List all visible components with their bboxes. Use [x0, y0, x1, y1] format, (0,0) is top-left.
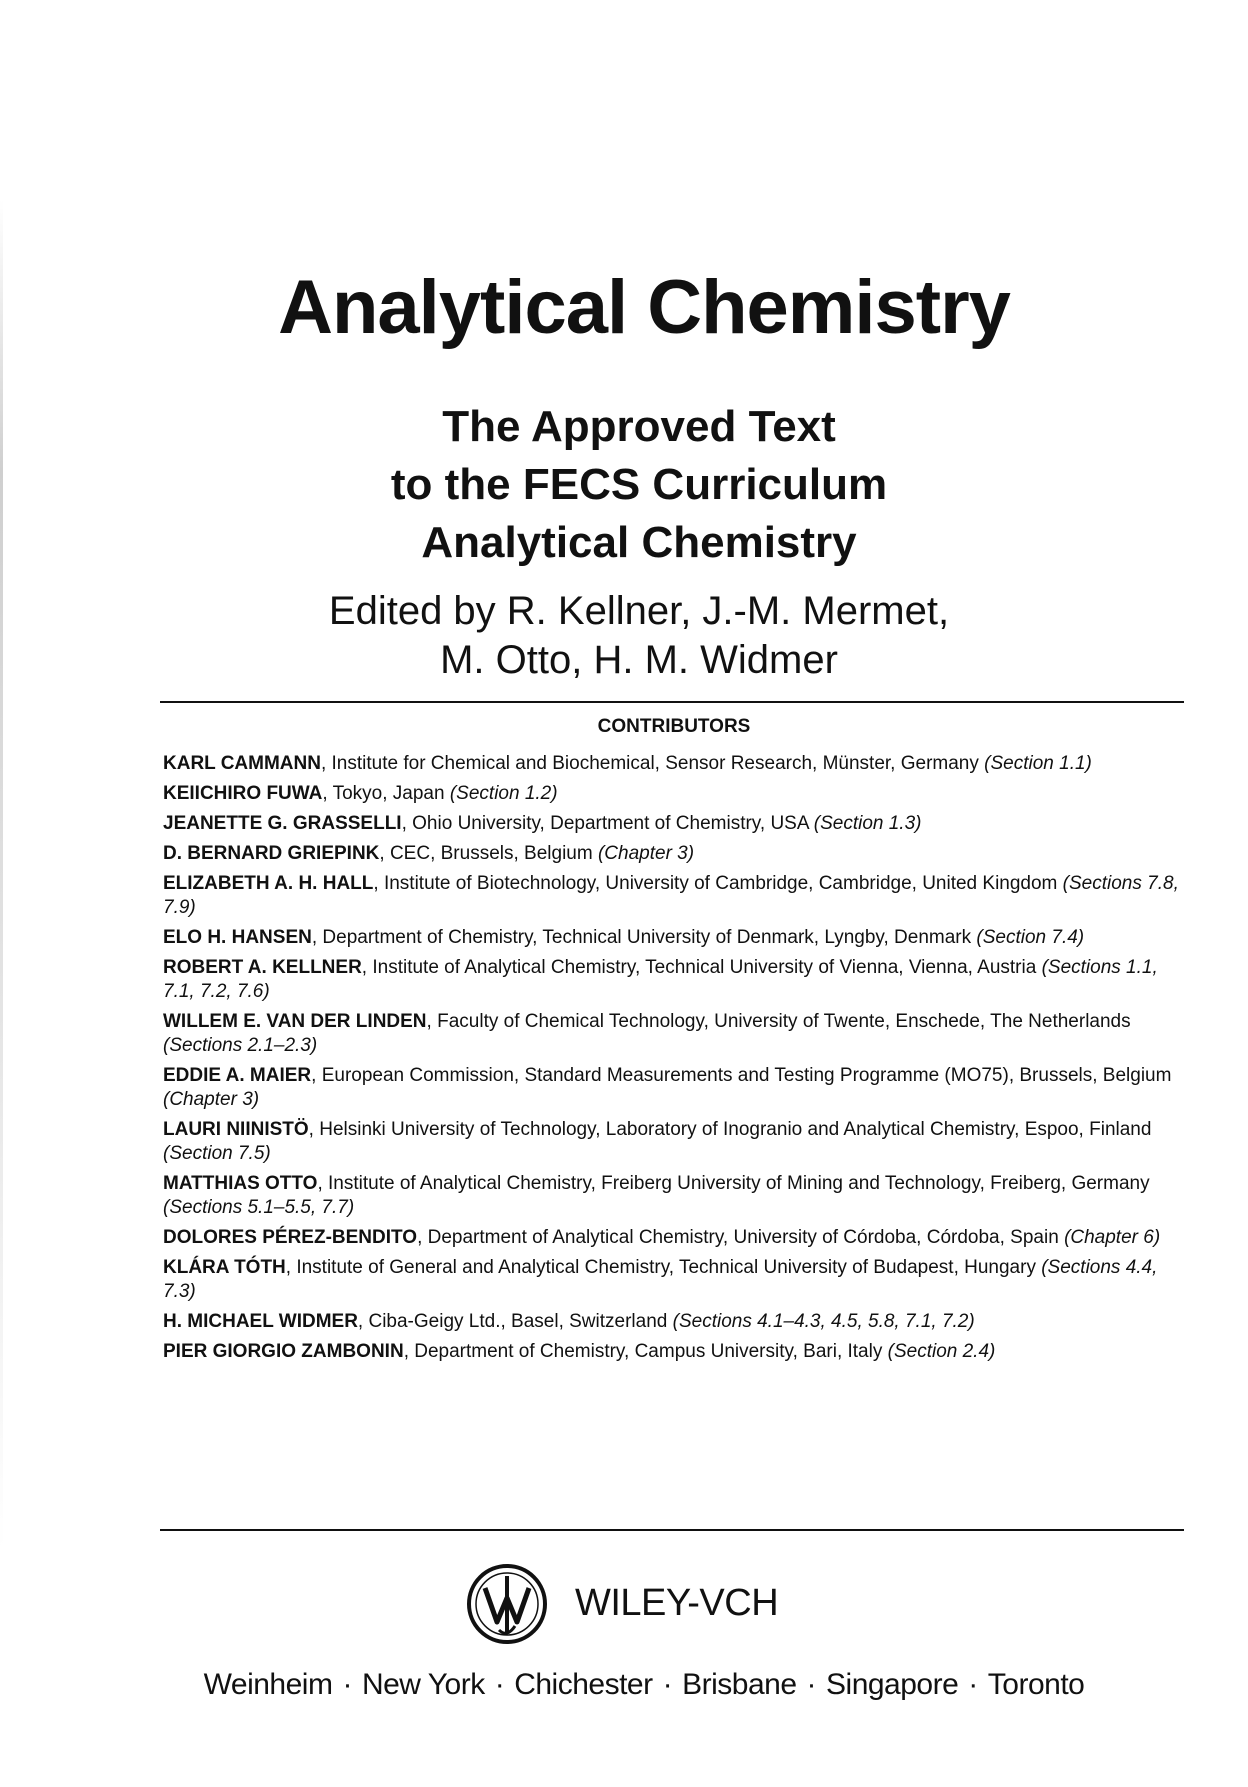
contributor-entry — [163, 1010, 1183, 1058]
contributor-name: H. MICHAEL WIDMER — [163, 1311, 358, 1332]
city-name: Toronto — [987, 1668, 1085, 1701]
contributor-section-ref: (Chapter 3) — [163, 1089, 260, 1110]
contributor-affiliation: , Institute of General and Analytical Chemistry, Technical University of Budapest, Hungary — [285, 1257, 1042, 1278]
contributor-section-ref: (Sections 4.1–4.3, 4.5, 5.8, 7.1, 7.2) — [672, 1311, 975, 1332]
city-name: Singapore — [826, 1668, 959, 1701]
publisher-block — [465, 1562, 885, 1646]
contributor-entry — [163, 956, 1183, 1004]
city-separator: · — [968, 1668, 978, 1701]
editors-line-2: M. Otto, H. M. Widmer — [440, 638, 838, 682]
city-separator: · — [342, 1668, 352, 1701]
contributor-section-ref: (Sections 7.8, 7.9) — [163, 873, 1179, 918]
contributor-name: D. BERNARD GRIEPINK — [163, 843, 380, 864]
contributor-entry — [163, 1226, 1183, 1250]
contributor-section-ref: (Section 1.1) — [984, 753, 1092, 774]
contributor-section-ref: (Section 7.5) — [163, 1143, 271, 1164]
publisher-name: WILEY-VCH — [575, 1582, 779, 1624]
contributor-affiliation: , Institute for Chemical and Biochemical, Sensor Research, Münster, Germany — [320, 753, 985, 774]
contributor-name: ELO H. HANSEN — [163, 927, 312, 948]
city-name: Weinheim — [203, 1668, 333, 1701]
contributor-affiliation: , Department of Chemistry, Campus University, Bari, Italy — [403, 1341, 888, 1362]
contributor-entry — [163, 1172, 1183, 1220]
contributor-affiliation: , Department of Analytical Chemistry, University of Córdoba, Córdoba, Spain — [417, 1227, 1065, 1248]
contributor-name: ROBERT A. KELLNER — [163, 957, 362, 978]
subtitle-line-3: Analytical Chemistry — [421, 518, 857, 567]
city-separator: · — [662, 1668, 673, 1701]
subtitle-line-2: to the FECS Curriculum — [390, 460, 888, 509]
city-name: Brisbane — [682, 1668, 797, 1701]
contributor-name: PIER GIORGIO ZAMBONIN — [163, 1341, 404, 1362]
contributor-name: MATTHIAS OTTO — [163, 1173, 318, 1194]
scan-edge-shadow — [0, 200, 3, 1550]
contributor-section-ref: (Section 1.2) — [449, 783, 558, 804]
contributor-name: LAURI NIINISTÖ — [163, 1119, 309, 1140]
contributor-entry — [163, 926, 1183, 950]
city-name: Chichester — [514, 1668, 653, 1701]
wiley-vch-logo-icon — [465, 1562, 549, 1646]
contributor-section-ref: (Section 7.4) — [976, 927, 1085, 948]
contributor-name: ELIZABETH A. H. HALL — [163, 873, 374, 894]
contributor-affiliation: , European Commission, Standard Measurements and Testing Programme (MO75), Brussels, Belgium — [311, 1065, 1172, 1086]
contributor-entry — [163, 782, 1183, 806]
contributor-name: KEIICHIRO FUWA — [163, 783, 323, 804]
contributor-name: JEANETTE G. GRASSELLI — [163, 813, 402, 834]
contributor-name: KARL CAMMANN — [163, 753, 321, 774]
contributor-section-ref: (Sections 1.1, 7.1, 7.2, 7.6) — [163, 957, 1158, 1002]
editors-line-1: Edited by R. Kellner, J.-M. Mermet, — [328, 589, 950, 633]
contributor-affiliation: , CEC, Brussels, Belgium — [379, 843, 598, 864]
contributor-affiliation: , Faculty of Chemical Technology, University of Twente, Enschede, The Netherlands — [426, 1011, 1131, 1032]
contributor-name: DOLORES PÉREZ-BENDITO — [163, 1227, 418, 1248]
contributor-section-ref: (Chapter 6) — [1064, 1227, 1161, 1248]
contributor-section-ref: (Section 2.4) — [887, 1341, 996, 1362]
subtitle-line-1: The Approved Text — [442, 402, 836, 451]
contributor-section-ref: (Chapter 3) — [597, 843, 695, 864]
book-title: Analytical Chemistry — [278, 265, 1010, 350]
contributors-list — [163, 752, 1183, 1370]
contributor-entry — [163, 1064, 1183, 1112]
contributor-entry — [163, 1310, 1183, 1334]
contributor-entry — [163, 752, 1183, 776]
contributor-affiliation: , Institute of Analytical Chemistry, Freiberg University of Mining and Technology, Freiberg, Germany — [317, 1173, 1150, 1194]
contributor-entry — [163, 872, 1183, 920]
city-separator: · — [806, 1668, 817, 1701]
contributor-affiliation: , Department of Chemistry, Technical University of Denmark, Lyngby, Denmark — [311, 927, 977, 948]
contributor-section-ref: (Sections 2.1–2.3) — [163, 1035, 318, 1056]
contributor-entry — [163, 1256, 1183, 1304]
contributors-heading: CONTRIBUTORS — [597, 716, 751, 737]
divider-top — [160, 701, 1184, 703]
contributor-affiliation: , Institute of Analytical Chemistry, Technical University of Vienna, Vienna, Austria — [361, 957, 1042, 978]
publisher-cities — [0, 1668, 1248, 1702]
contributor-entry — [163, 812, 1183, 836]
city-name: New York — [361, 1668, 485, 1701]
city-separator: · — [494, 1668, 505, 1701]
contributor-affiliation: , Ciba-Geigy Ltd., Basel, Switzerland — [357, 1311, 673, 1332]
contributor-section-ref: (Section 1.3) — [813, 813, 922, 834]
contributor-name: KLÁRA TÓTH — [163, 1257, 286, 1278]
contributor-affiliation: , Helsinki University of Technology, Laboratory of Inogranio and Analytical Chemistry, Espoo, Finland — [308, 1119, 1152, 1140]
contributor-entry — [163, 842, 1183, 866]
contributor-affiliation: , Tokyo, Japan — [322, 783, 450, 804]
contributor-affiliation: , Institute of Biotechnology, University of Cambridge, Cambridge, United Kingdom — [373, 873, 1063, 894]
contributor-section-ref: (Sections 5.1–5.5, 7.7) — [163, 1197, 355, 1218]
divider-bottom — [160, 1529, 1184, 1531]
contributor-entry — [163, 1340, 1183, 1364]
contributor-entry — [163, 1118, 1183, 1166]
contributor-name: WILLEM E. VAN DER LINDEN — [163, 1011, 427, 1032]
contributor-name: EDDIE A. MAIER — [163, 1065, 312, 1086]
contributor-section-ref: (Sections 4.4, 7.3) — [163, 1257, 1158, 1302]
contributor-affiliation: , Ohio University, Department of Chemistry, USA — [401, 813, 814, 834]
